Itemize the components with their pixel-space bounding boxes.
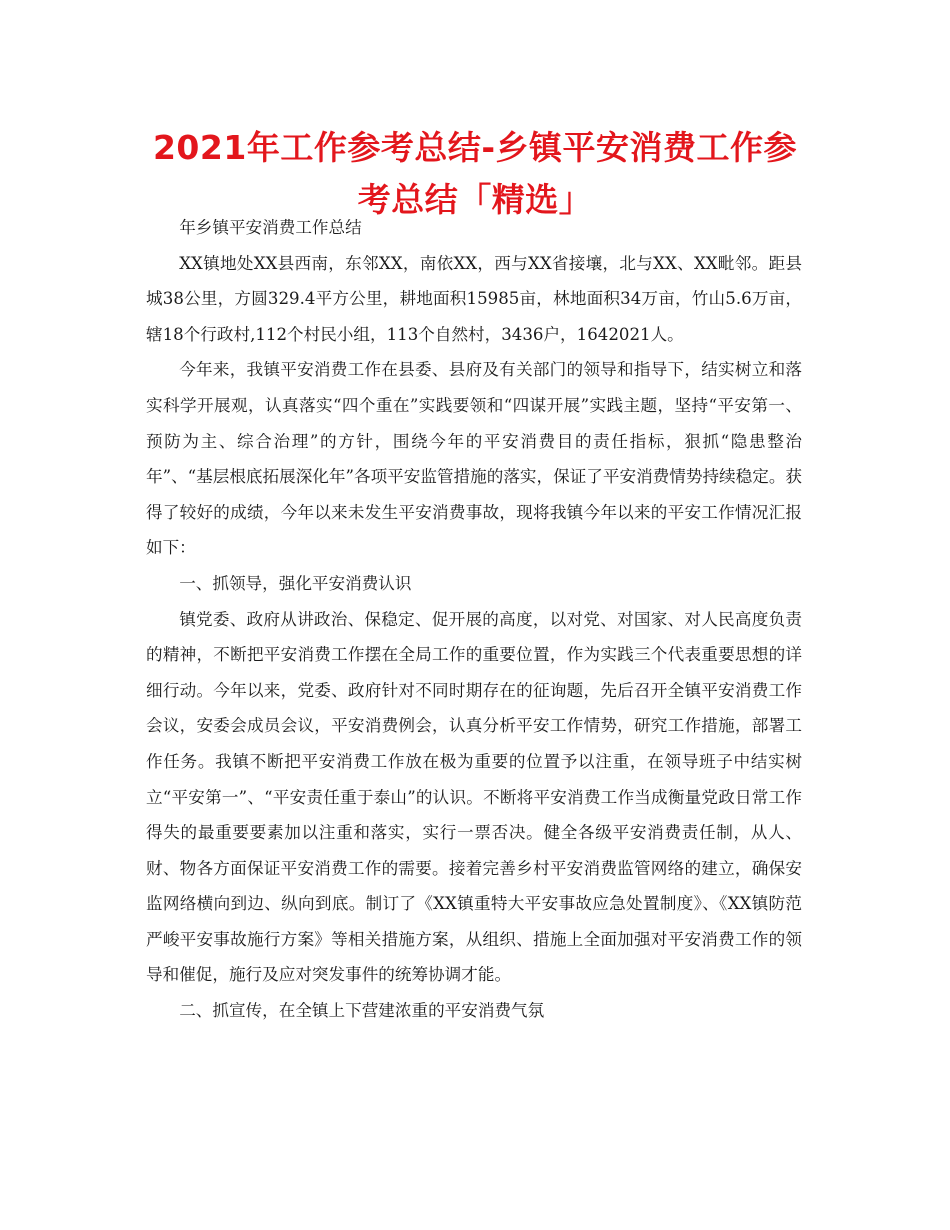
document-title: 2021年工作参考总结-乡镇平安消费工作参考总结「精选」 [152, 128, 798, 219]
paragraph-overview: XX镇地处XX县西南，东邻XX，南依XX，西与XX省接壤，北与XX、XX毗邻。距县城38公里，方圆329.4平方公里，耕地面积15985亩，林地面积34万亩，竹山5.6万亩，辖18个行政村,112个村民小组，113个自然村，3436户，1642021人。 [146, 253, 802, 344]
document-body [146, 210, 802, 1029]
paragraph-section-1: 镇党委、政府从讲政治、保稳定、促开展的高度，以对党、对国家、对人民高度负责的精神，不断把平安消费工作摆在全局工作的重要位置，作为实践三个代表重要思想的详细行动。今年以来，党委、政府针对不同时期存在的征询题，先后召开全镇平安消费工作会议，安委会成员会议，平安消费例会，认真分析平安工作情势，研究工作措施，部署工作任务。我镇不断把平安消费工作放在极为重要的位置予以注重，在领导班子中结实树立“平安第一”、“平安责任重于泰山”的认识。不断将平安消费工作当成衡量党政日常工作得失的最重要要素加以注重和落实，实行一票否决。健全各级平安消费责任制，从人、财、物各方面保证平安消费工作的需要。接着完善乡村平安消费监管网络的建立，确保安监网络横向到边、纵向到底。制订了《XX镇重特大平安事故应急处置制度》、《XX镇防范严峻平安事故施行方案》等相关措施方案，从组织、措施上全面加强对平安消费工作的领导和催促，施行及应对突发事件的统筹协调才能。 [146, 609, 802, 985]
paragraph-subtitle: 年乡镇平安消费工作总结 [179, 218, 362, 237]
section-heading-2: 二、抓宣传，在全镇上下营建浓重的平安消费气氛 [179, 1001, 545, 1021]
section-heading-1: 一、抓领导，强化平安消费认识 [179, 573, 412, 593]
paragraph-intro: 今年来，我镇平安消费工作在县委、县府及有关部门的领导和指导下，结实树立和落实科学开展观，认真落实“四个重在”实践要领和“四谋开展”实践主题，坚持“平安第一、预防为主、综合治理”的方针，围绕今年的平安消费目的责任指标，狠抓“隐患整治年”、“基层根底拓展深化年”各项平安监管措施的落实，保证了平安消费情势持续稳定。获得了较好的成绩，今年以来未发生平安消费事故，现将我镇今年以来的平安工作情况汇报如下： [146, 360, 803, 558]
